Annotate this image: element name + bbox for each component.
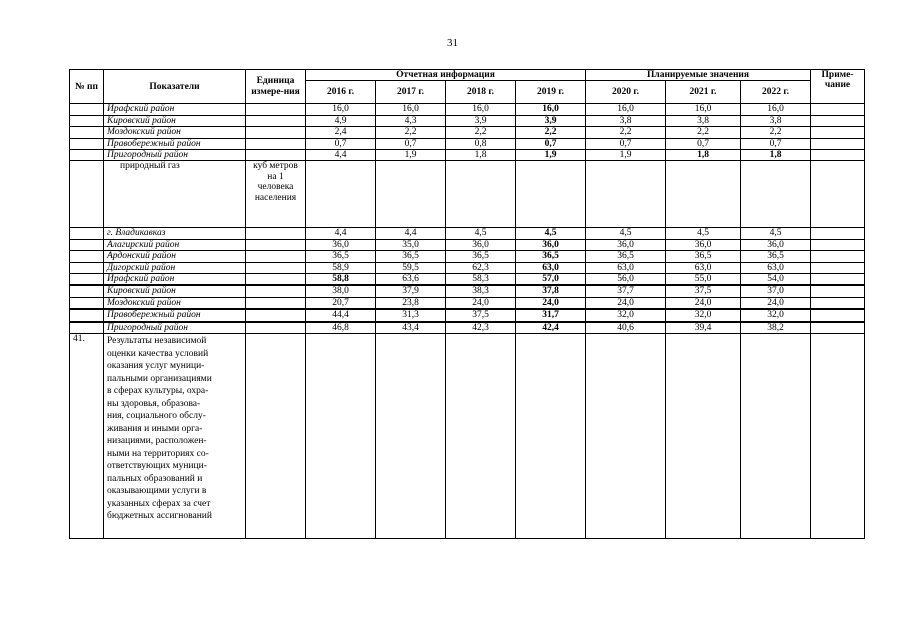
value-cell: 2,2 <box>446 127 516 138</box>
value-cell: 0,7 <box>586 138 666 149</box>
header-year: 2018 г. <box>446 81 516 104</box>
header-num: № пп <box>70 70 104 104</box>
table-row <box>70 285 865 297</box>
text-line: живания и иными орга- <box>107 423 203 434</box>
value-cell: 42,3 <box>446 322 516 334</box>
value-cell: 37,7 <box>586 285 666 297</box>
text-line: пальными организациями <box>107 373 212 384</box>
value-cell: 38,3 <box>446 285 516 297</box>
text-line: ответствующих муници- <box>107 461 207 472</box>
header-planned: Планируемые значения <box>586 70 811 81</box>
value-cell: 32,0 <box>586 309 666 321</box>
value-cell: 36,0 <box>586 239 666 250</box>
table-row <box>70 297 865 309</box>
value-cell: 24,0 <box>446 297 516 309</box>
header-reported: Отчетная информация <box>306 70 586 81</box>
table-row <box>70 334 865 539</box>
value-cell: 3,8 <box>586 115 666 126</box>
text-line: Результаты независимой <box>107 336 207 347</box>
value-cell: 4,9 <box>306 115 376 126</box>
indicators-table <box>69 69 865 539</box>
value-cell: 37,8 <box>516 285 586 297</box>
value-cell: 0,7 <box>741 138 811 149</box>
value-cell: 24,0 <box>586 297 666 309</box>
value-cell: 57,0 <box>516 274 586 286</box>
value-cell: 20,7 <box>306 297 376 309</box>
value-cell: 0,7 <box>306 138 376 149</box>
value-cell: 31,7 <box>516 309 586 321</box>
text-line: ния, социального обслу- <box>107 411 206 422</box>
value-cell: 46,8 <box>306 322 376 334</box>
district-name: Моздокский район <box>104 127 246 138</box>
text-line: оценки качества условий <box>107 348 209 359</box>
value-cell: 16,0 <box>586 104 666 115</box>
value-cell: 32,0 <box>666 309 741 321</box>
value-cell: 35,0 <box>376 239 446 250</box>
header-note: Приме-чание <box>811 70 865 104</box>
district-name: Пригородный район <box>104 150 246 161</box>
indicator-name: природный газ <box>104 161 246 228</box>
value-cell: 2,2 <box>376 127 446 138</box>
text-line: бюджетных ассигнований <box>107 511 212 522</box>
value-cell: 36,5 <box>446 251 516 262</box>
header-indicators: Показатели <box>104 70 246 104</box>
table-row <box>70 251 865 262</box>
value-cell: 58,9 <box>306 262 376 273</box>
value-cell: 1,9 <box>376 150 446 161</box>
value-cell: 2,2 <box>666 127 741 138</box>
district-name: Правобережный район <box>104 309 246 321</box>
value-cell: 0,8 <box>446 138 516 149</box>
value-cell: 63,0 <box>586 262 666 273</box>
text-line: пальных образований и <box>107 473 203 484</box>
value-cell: 1,9 <box>586 150 666 161</box>
value-cell: 2,2 <box>586 127 666 138</box>
value-cell: 38,2 <box>741 322 811 334</box>
table-row <box>70 104 865 115</box>
table-row <box>70 161 865 228</box>
value-cell: 36,0 <box>516 239 586 250</box>
indicator-description <box>104 334 246 539</box>
value-cell: 16,0 <box>306 104 376 115</box>
value-cell: 24,0 <box>741 297 811 309</box>
value-cell: 1,9 <box>516 150 586 161</box>
value-cell: 63,0 <box>741 262 811 273</box>
value-cell: 62,3 <box>446 262 516 273</box>
value-cell: 36,5 <box>586 251 666 262</box>
value-cell: 36,5 <box>516 251 586 262</box>
value-cell: 59,5 <box>376 262 446 273</box>
table-row <box>70 322 865 334</box>
unit-cell: куб метров на 1 человека населения <box>246 161 306 228</box>
value-cell: 36,5 <box>306 251 376 262</box>
value-cell: 36,5 <box>376 251 446 262</box>
value-cell: 2,4 <box>306 127 376 138</box>
value-cell: 4,4 <box>306 228 376 239</box>
district-name: Правобережный район <box>104 138 246 149</box>
value-cell: 32,0 <box>741 309 811 321</box>
value-cell: 36,0 <box>666 239 741 250</box>
text-line: низациями, расположен- <box>107 436 207 447</box>
header-unit: Единица измере-ния <box>246 70 306 104</box>
value-cell: 36,5 <box>741 251 811 262</box>
district-name: Ирафский район <box>104 274 246 286</box>
district-name: Пригородный район <box>104 322 246 334</box>
value-cell: 3,8 <box>666 115 741 126</box>
text-line: ны здоровья, образова- <box>107 398 201 409</box>
table-row <box>70 127 865 138</box>
table-row <box>70 262 865 273</box>
table-row <box>70 309 865 321</box>
page-number: 31 <box>447 37 458 49</box>
table-row <box>70 115 865 126</box>
header-year: 2017 г. <box>376 81 446 104</box>
value-cell: 4,3 <box>376 115 446 126</box>
value-cell: 42,4 <box>516 322 586 334</box>
district-name: Ардонский район <box>104 251 246 262</box>
value-cell: 54,0 <box>741 274 811 286</box>
table-row <box>70 138 865 149</box>
value-cell: 4,4 <box>306 150 376 161</box>
value-cell: 16,0 <box>376 104 446 115</box>
value-cell: 1,8 <box>741 150 811 161</box>
header-year: 2016 г. <box>306 81 376 104</box>
header-year: 2020 г. <box>586 81 666 104</box>
header-year: 2021 г. <box>666 81 741 104</box>
value-cell: 36,0 <box>306 239 376 250</box>
value-cell: 37,9 <box>376 285 446 297</box>
value-cell: 36,0 <box>741 239 811 250</box>
text-line: указанных сферах за счет <box>107 498 211 509</box>
district-name: Ирафский район <box>104 104 246 115</box>
district-name: Алагирский район <box>104 239 246 250</box>
value-cell: 2,2 <box>516 127 586 138</box>
value-cell: 4,5 <box>741 228 811 239</box>
value-cell: 23,8 <box>376 297 446 309</box>
value-cell: 0,7 <box>666 138 741 149</box>
value-cell: 58,3 <box>446 274 516 286</box>
value-cell: 0,7 <box>516 138 586 149</box>
table-row <box>70 274 865 286</box>
value-cell: 63,0 <box>516 262 586 273</box>
value-cell: 44,4 <box>306 309 376 321</box>
value-cell: 0,7 <box>376 138 446 149</box>
value-cell: 43,4 <box>376 322 446 334</box>
text-line: ными на территориях со- <box>107 448 209 459</box>
value-cell: 16,0 <box>666 104 741 115</box>
value-cell: 2,2 <box>741 127 811 138</box>
header-year: 2022 г. <box>741 81 811 104</box>
value-cell: 38,0 <box>306 285 376 297</box>
district-name: Кировский район <box>104 285 246 297</box>
district-name: г. Владикавказ <box>104 228 246 239</box>
value-cell: 24,0 <box>516 297 586 309</box>
value-cell: 4,5 <box>666 228 741 239</box>
value-cell: 37,5 <box>666 285 741 297</box>
district-name: Моздокский район <box>104 297 246 309</box>
value-cell: 63,6 <box>376 274 446 286</box>
district-name: Кировский район <box>104 115 246 126</box>
value-cell: 4,5 <box>516 228 586 239</box>
table-row <box>70 150 865 161</box>
value-cell: 1,8 <box>666 150 741 161</box>
value-cell: 16,0 <box>446 104 516 115</box>
value-cell: 4,4 <box>376 228 446 239</box>
value-cell: 63,0 <box>666 262 741 273</box>
value-cell: 56,0 <box>586 274 666 286</box>
value-cell: 36,0 <box>446 239 516 250</box>
text-line: оказания услуг муници- <box>107 361 205 372</box>
value-cell: 37,0 <box>741 285 811 297</box>
table-row <box>70 228 865 239</box>
value-cell: 3,9 <box>446 115 516 126</box>
value-cell: 3,8 <box>741 115 811 126</box>
value-cell: 1,8 <box>446 150 516 161</box>
row-number: 41. <box>70 334 104 539</box>
value-cell: 58,8 <box>306 274 376 286</box>
value-cell: 55,0 <box>666 274 741 286</box>
value-cell: 39,4 <box>666 322 741 334</box>
value-cell: 40,6 <box>586 322 666 334</box>
text-line: в сферах культуры, охра- <box>107 386 209 397</box>
text-line: оказывающими услуги в <box>107 486 207 497</box>
table-row <box>70 239 865 250</box>
value-cell: 31,3 <box>376 309 446 321</box>
value-cell: 4,5 <box>446 228 516 239</box>
value-cell: 24,0 <box>666 297 741 309</box>
value-cell: 16,0 <box>741 104 811 115</box>
value-cell: 36,5 <box>666 251 741 262</box>
district-name: Дигорский район <box>104 262 246 273</box>
value-cell: 37,5 <box>446 309 516 321</box>
value-cell: 4,5 <box>586 228 666 239</box>
value-cell: 16,0 <box>516 104 586 115</box>
value-cell: 3,9 <box>516 115 586 126</box>
header-year: 2019 г. <box>516 81 586 104</box>
